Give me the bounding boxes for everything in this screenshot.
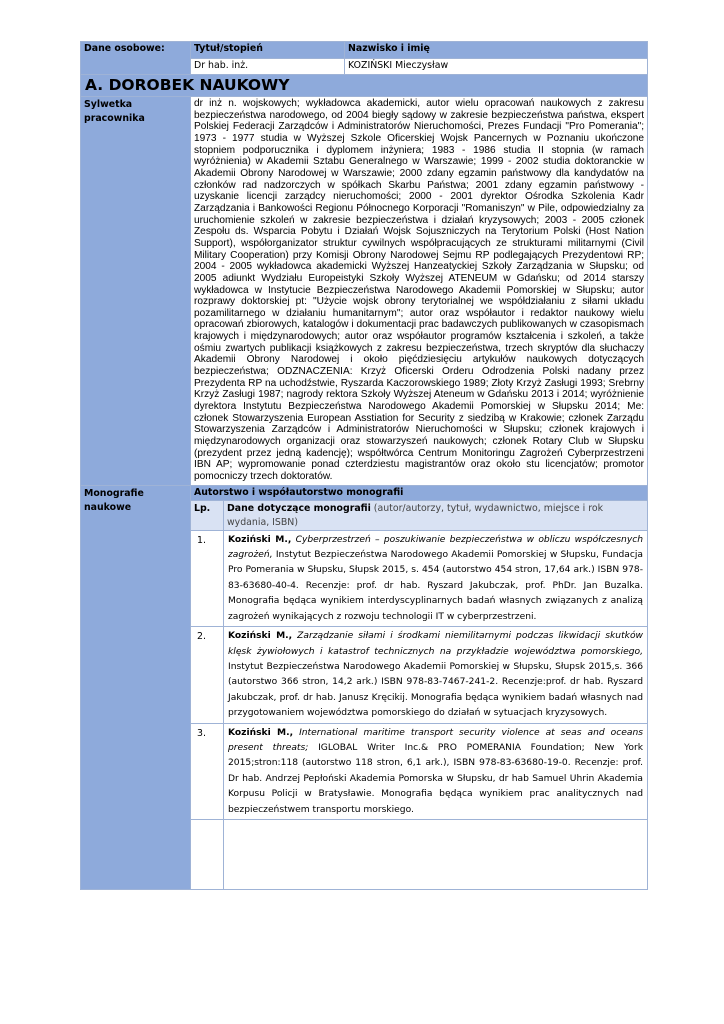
personal-data-label	[81, 42, 191, 75]
title-value-text: Dr hab. inż.	[194, 60, 249, 71]
monograph-data-header	[224, 500, 648, 530]
monograph-title: Cyberprzestrzeń – poszukiwanie bezpieczeństwa w obliczu współczesnych zagrożeń,	[228, 534, 644, 561]
monograph-title: Zarządzanie siłami i środkami niemilitarnymi podczas likwidacji skutków klęsk żywiołowych i katastrof technicznych na przykładzie województwa pomorskiego,	[228, 631, 644, 657]
empty-lp-cell	[191, 819, 224, 889]
monographs-label	[81, 485, 191, 889]
title-column-header-text: Tytuł/stopień	[194, 43, 263, 54]
personal-data-label-text: Dane osobowe:	[84, 43, 165, 54]
monograph-title: International maritime transport security violence at seas and oceans present threats;	[228, 727, 644, 753]
monograph-author: Koziński M.,	[228, 534, 292, 545]
profile-text	[191, 97, 648, 486]
section-title-text: A. DOROBEK NAUKOWY	[85, 76, 290, 94]
monograph-lp	[191, 530, 224, 626]
monographs-subheader	[191, 485, 648, 500]
name-column-header-text: Nazwisko i imię	[348, 43, 430, 54]
cv-table	[80, 41, 648, 890]
monograph-lp-text: 1.	[197, 534, 206, 546]
monograph-details: Instytut Bezpieczeństwa Narodowego Akademii Pomorskiej w Słupsku, Fundacja Pro Pomerania w Słupsku, Słupsk 2015, s. 454 (autorstwo 454 stron, 17,64 ark.) ISBN 978-83-63680-40-4. Recenzje: prof. dr hab. Ryszard Jakubczak, prof. PhDr. Jan Buzalka. Monografia będąca wynikiem interdyscyplinarnych badań własnych związanych z analizą zagrożeń wynikających z rozwoju technologii IT w cyberprzestrzeni.	[228, 550, 644, 622]
monographs-label-text: Monografie naukowe	[84, 487, 144, 513]
profile-text-body: dr inż n. wojskowych; wykładowca akademicki, autor wielu opracowań naukowych z zakresu bezpieczeństwa narodowego, od 2004 biegły sądowy w zakresie bezpieczeństwa państwa, ekspert Polskiej Federacji Zarządców i Administratorów Nieruchomości, Prezes Fundacji "Pro Pomerania"; 1973 - 1977 studia w Wyższej Szkole Oficerskiej Wojsk Pancernych w Poznaniu ukończone stopniem podporucznika i dyplomem inżyniera; 1983 - 1986 studia II stopnia (w ramach wyróżnienia) w Akademii Sztabu Generalnego w Warszawie; 1999 - 2002 studia doktoranckie w Akademii Obrony Narodowej w Warszawie; 2000 zdany egzamin państwowy dla kandydatów na członków rad nadzorczych w spółkach Skarbu Państwa; 2001 zdany egzamin państwowy - uzyskanie licencji zarządcy nieruchomości; 2000 - 2001 dyrektor Ośrodka Szkolenia Kadr Zarządzania i Bankowości Regionu Północnego Korporacji "Romaniszyn" w Pile, odpowiedzialny za uruchomienie szkoleń w zakresie bezpieczeństwa i działań kryzysowych; 2003 - 2005 członek Zespołu ds. Wsparcia Pobytu i Działań Wojsk Sojuszniczych na Terytorium Polski (Host Nation Support), współorganizator struktur cywilnych współpracujących ze strukturami militarnymi (Civil Military Cooperation) przy Komisji Obrony Narodowej Sejmu RP podlegających Prezydentowi RP; 2004 - 2005 wykładowca akademicki Wyższej Hanzeatyckiej Szkoły Zarządzania w Słupsku; od 2005 adiunkt Wydziału Europeistyki Szkoły Wyższej ATENEUM w Gdańsku; od 2014 starszy wykładowca w Instytucie Bezpieczeństwa Narodowego Akademii Pomorskiej w Słupsku; autor rozprawy doktorskiej pt: "Użycie wojsk obrony terytorialnej we współdziałaniu z siłami układu pozamilitarnego w działaniu humanitarnym"; autor oraz współautor i redaktor naukowy wielu opracowań zbiorowych, katalogów i dokumentacji prac badawczych publikowanych w czasopismach krajowych i międzynarodowych; autor oraz współautor programów kształcenia i szkoleń, a także ośmiu zwartych publikacji książkowych z zakresu bezpieczeństwa, trzech skryptów dla słuchaczy Akademii Obrony Narodowej i około pięćdziesięciu artykułów naukowych dotyczących bezpieczeństwa; ODZNACZENIA: Krzyż Oficerski Orderu Odrodzenia Polski nadany przez Prezydenta RP na uchodźstwie, Ryszarda Kaczorowskiego 1989; Złoty Krzyż Zasługi 1993; Srebrny Krzyż Zasługi 1987; nagrody rektora Szkoły Wyższej Ateneum w Gdańsku 2013 i 2014; wyróżnienie dyrektora Instytutu Bezpieczeństwa Narodowego Akademii Pomorskiej w Słupsku 2014; Me: członek Stowarzyszenia European Asstiation for Security z siedzibą w Krakowie; członek Zarządu Stowarzyszenia Zarządców i Administratorów Nieruchomości w Słupsku; członek krajowych i międzynarodowych organizacji oraz stowarzyszeń naukowych; członek Rotary Club w Słupsku (prezydent przez jedną kadencję); współtwórca Centrum Monitoringu Zagrożeń Cyberprzestrzeni IBN AP; wypromowanie ponad czterdziestu magistrantów oraz około stu licencjatów; promotor pomocniczy trzech doktoratów.	[194, 98, 645, 482]
monograph-author: Koziński M.,	[228, 631, 293, 642]
monograph-lp	[191, 723, 224, 819]
monographs-subheader-text: Autorstwo i współautorstwo monografii	[194, 486, 404, 498]
monograph-author: Koziński M.,	[228, 727, 294, 738]
monograph-entry	[224, 723, 648, 819]
name-value-text: KOZIŃSKI Mieczysław	[348, 60, 449, 71]
lp-header	[191, 500, 224, 530]
title-column-header	[191, 42, 345, 59]
monograph-lp	[191, 627, 224, 723]
profile-label	[81, 97, 191, 486]
name-column-header	[345, 42, 648, 59]
title-value	[191, 59, 345, 75]
empty-data-cell	[224, 819, 648, 889]
profile-label-text: Sylwetka pracownika	[84, 99, 145, 124]
monograph-details: Instytut Bezpieczeństwa Narodowego Akademii Pomorskiej w Słupsku, Słupsk 2015,s. 366 (autorstwo 366 stron, 14,2 ark.) ISBN 978-83-7467-241-2. Recenzje:prof. dr hab. Ryszard Jakubczak, prof. dr hab. Janusz Kręcikij. Monografia będąca wynikiem badań własnych nad przygotowaniem województwa pomorskiego do działań w sytuacjach kryzysowych.	[228, 661, 644, 719]
section-title	[81, 75, 648, 97]
name-value	[345, 59, 648, 75]
monograph-entry	[224, 627, 648, 723]
monograph-details: IGLOBAL Writer Inc.& PRO POMERANIA Foundation; New York 2015;stron:118 (autorstwo 118 stron, 6,1 ark.), ISBN 978-83-63680-19-0. Recenzje: prof. Dr hab. Andrzej Pepłoński Akademia Pomorska w Słupsku, dr hab Samuel Uhrin Akademia Korpusu Policji w Bratysławie. Monografia będąca wynikiem prac analitycznych nad bezpieczeństwem transportu morskiego.	[228, 742, 644, 815]
monograph-lp-text: 2.	[197, 631, 206, 643]
monograph-data-header-bold: Dane dotyczące monografii	[227, 502, 371, 514]
monograph-data-header-rest: (autor/autorzy, tytuł, wydawnictwo, miejsce i rok wydania, ISBN)	[227, 502, 604, 528]
lp-header-text: Lp.	[194, 502, 211, 514]
monograph-entry	[224, 530, 648, 626]
monograph-lp-text: 3.	[197, 727, 206, 739]
